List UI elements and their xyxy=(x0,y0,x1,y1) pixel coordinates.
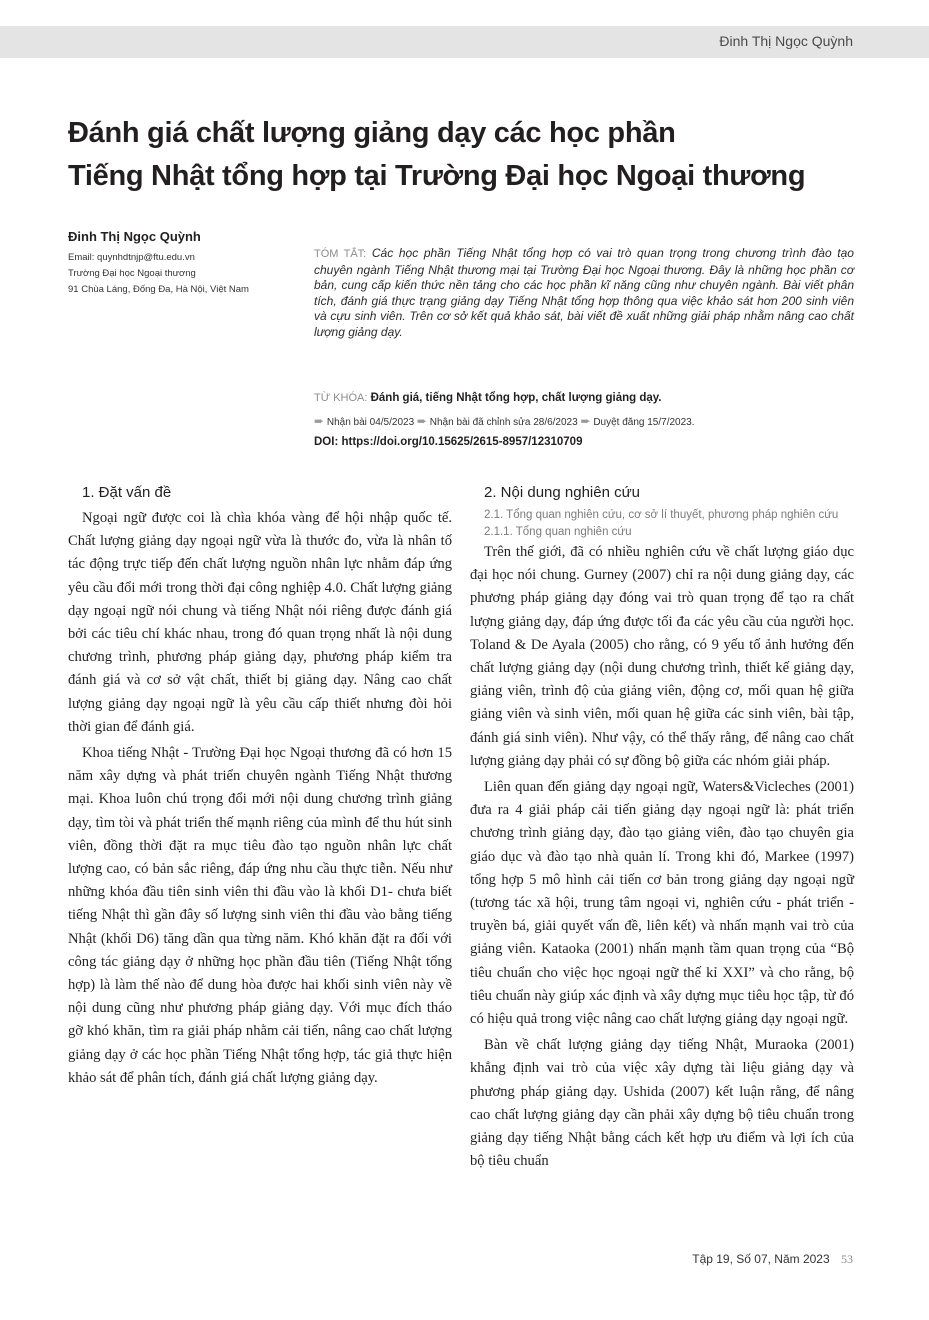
author-affiliation xyxy=(68,250,298,298)
section-2-paragraph: Bàn về chất lượng giảng dạy tiếng Nhật, Muraoka (2001) khẳng định vai trò của việc xây dựng tài liệu giảng dạy và phương pháp giảng dạy. Ushida (2007) kết luận rằng, để nâng cao chất lượng giảng dạy cần phải xây dựng bộ tiêu chuẩn trong giảng dạy tiếng Nhật bằng cách kết hợp ưu điểm và lợi ích của bộ tiêu chuẩn xyxy=(470,1037,854,1170)
abstract-label: TÓM TẮT: xyxy=(314,248,367,260)
abstract-text: Các học phần Tiếng Nhật tổng hợp có vai trò quan trọng trong chương trình đào tạo chuyên ngành Tiếng Nhật thương mại tại Trường Đại học Ngoại thương. Đây là những học phần cơ bản, cung cấp kiến thức nền tảng cho các học phần kĩ năng cũng như chuyên ngành. Bài viết phân tích, đánh giá thực trạng giảng dạy Tiếng Nhật tổng hợp thông qua việc khảo sát hơn 200 sinh viên và cựu sinh viên. Trên cơ sở kết quả khảo sát, bài viết đề xuất những giải pháp nhằm nâng cao chất lượng giảng dạy. xyxy=(314,246,854,339)
arrow-right-icon: ➨ xyxy=(416,414,427,428)
article-title xyxy=(68,112,868,198)
keywords-text: Đánh giá, tiếng Nhật tổng hợp, chất lượng giảng dạy. xyxy=(370,392,662,404)
title-line-2: Tiếng Nhật tổng hợp tại Trường Đại học Ngoại thương xyxy=(68,160,806,192)
author-name: Đinh Thị Ngọc Quỳnh xyxy=(68,229,201,244)
arrow-right-icon: ➨ xyxy=(314,414,325,428)
page-number: 53 xyxy=(841,1252,853,1266)
doi-link[interactable]: DOI: https://doi.org/10.15625/2615-8957/12310709 xyxy=(314,436,583,448)
section-2-heading: 2. Nội dung nghiên cứu xyxy=(484,484,640,501)
keywords-label: TỪ KHÓA: xyxy=(314,392,368,404)
abstract xyxy=(314,246,854,341)
title-line-1: Đánh giá chất lượng giảng dạy các học phần xyxy=(68,117,676,149)
author-email[interactable]: Email: quynhdtnjp@ftu.edu.vn xyxy=(68,252,195,263)
column-right xyxy=(470,482,854,1176)
section-2-paragraph: Liên quan đến giảng dạy ngoại ngữ, Waters&Vicleches (2001) đưa ra 4 giải pháp cải tiến giảng dạy ngoại ngữ là: phát triển chương trình giảng dạy, đào tạo giảng viên, đào tạo chuyên gia giáo dục và đào tạo nhà quản lí. Trong khi đó, Markee (1997) tổng hợp 5 mô hình cải tiến cơ bản trong giảng dạy ngoại ngữ (tương tác xã hội, trung tâm ngoại vi, nghiên cứu - phát triển - truyền bá, giải quyết vấn đề, liên kết) và nhấn mạnh vai trò của giảng viên. Kataoka (2001) nhấn mạnh tầm quan trọng của “Bộ tiêu chuẩn cho việc học ngoại ngữ thế kỉ XXI” và cho rằng, bộ tiêu chuẩn này giúp xác định và xây dựng mục tiêu học tập, từ đó có hiệu quả trong việc nâng cao chất lượng giảng dạy ngoại ngữ. xyxy=(470,779,854,1028)
footer-issue: Tập 19, Số 07, Năm 2023 xyxy=(692,1252,830,1266)
subsection-2-1-heading: 2.1. Tổng quan nghiên cứu, cơ sở lí thuyết, phương pháp nghiên cứu xyxy=(484,509,839,521)
page-footer xyxy=(692,1252,853,1267)
date-accepted: Duyệt đăng 15/7/2023. xyxy=(593,417,695,428)
section-1-paragraph: Ngoại ngữ được coi là chìa khóa vàng để hội nhập quốc tế. Chất lượng giảng dạy ngoại ngữ vừa là thước đo, vừa là nhân tố tác động trực tiếp đến chất lượng nguồn nhân lực nhằm đáp ứng yêu cầu đổi mới trong thời đại công nghiệp 4.0. Chất lượng giảng dạy ngoại ngữ nói chung và tiếng Nhật nói riêng được đánh giá bởi các tiêu chí khác nhau, trong đó quan trọng nhất là nội dung chương trình, phương pháp giảng dạy, phương pháp kiểm tra đánh giá và cơ sở vật chất, thiết bị giảng dạy. Nâng cao chất lượng giảng dạy ngoại ngữ là yêu cầu cấp thiết nhưng đòi hỏi thời gian để đánh giá. xyxy=(68,510,452,735)
running-header-author: Đinh Thị Ngọc Quỳnh xyxy=(719,33,853,49)
arrow-right-icon: ➨ xyxy=(580,414,591,428)
section-1-paragraph: Khoa tiếng Nhật - Trường Đại học Ngoại thương đã có hơn 15 năm xây dựng và phát triển chuyên ngành Tiếng Nhật thương mại. Khoa luôn chú trọng đổi mới nội dung chương trình giảng dạy, tìm tòi và phát triển thế mạnh riêng của mình để thu hút sinh viên, đồng thời đặt ra mục tiêu đào tạo nguồn nhân lực chất lượng cao, có bản sắc riêng, đáp ứng nhu cầu thực tiễn. Nếu như những khóa đầu tiên sinh viên thi đầu vào là khối D1- chưa biết tiếng Nhật thì gần đây số lượng sinh viên thi đầu vào bằng tiếng Nhật (khối D6) tăng dần qua từng năm. Khó khăn đặt ra đối với công tác giảng dạy ở những học phần đầu tiên (Tiếng Nhật tổng hợp) là làm thế nào để dung hòa được hai khối sinh viên này về nội dung cũng như phương pháp giảng dạy. Với mục đích tháo gỡ khó khăn, tìm ra giải pháp nhằm cải tiến, nâng cao chất lượng giảng dạy ở các học phần Tiếng Nhật tổng hợp, tác giả thực hiện khảo sát để phân tích, đánh giá chất lượng giảng dạy. xyxy=(68,745,452,1086)
date-revised: Nhận bài đã chỉnh sửa 28/6/2023 xyxy=(429,417,578,428)
section-2-paragraph: Trên thế giới, đã có nhiều nghiên cứu về chất lượng giáo dục đại học nói chung. Gurney (2007) chỉ ra nội dung giảng dạy, các phương pháp giảng dạy đóng vai trò quan trọng để tạo ra chất lượng giảng dạy, đáp ứng được tối đa các yêu cầu của người học. Toland & De Ayala (2005) cho rằng, có 9 yếu tố ảnh hưởng đến chất lượng giảng dạy (nội dung chương trình, thiết kế giảng dạy, giảng viên, trình độ của giảng viên, động cơ, mối quan hệ giữa giảng viên và sinh viên, mối quan hệ giữa các sinh viên, bài tập, đánh giá sinh viên). Như vậy, có thể thấy rằng, để nâng cao chất lượng giảng dạy phải có sự đồng bộ giữa các nhóm giải pháp. xyxy=(470,544,854,769)
date-received: Nhận bài 04/5/2023 xyxy=(326,417,415,428)
author-address: 91 Chùa Láng, Đống Đa, Hà Nội, Việt Nam xyxy=(68,284,249,295)
section-1-heading: 1. Đặt vấn đề xyxy=(82,484,172,501)
article-dates xyxy=(314,414,874,428)
column-left xyxy=(68,482,452,1093)
author-institution: Trường Đại học Ngoại thương xyxy=(68,268,196,279)
keywords xyxy=(314,392,854,404)
subsection-2-1-1-heading: 2.1.1. Tổng quan nghiên cứu xyxy=(484,526,632,538)
